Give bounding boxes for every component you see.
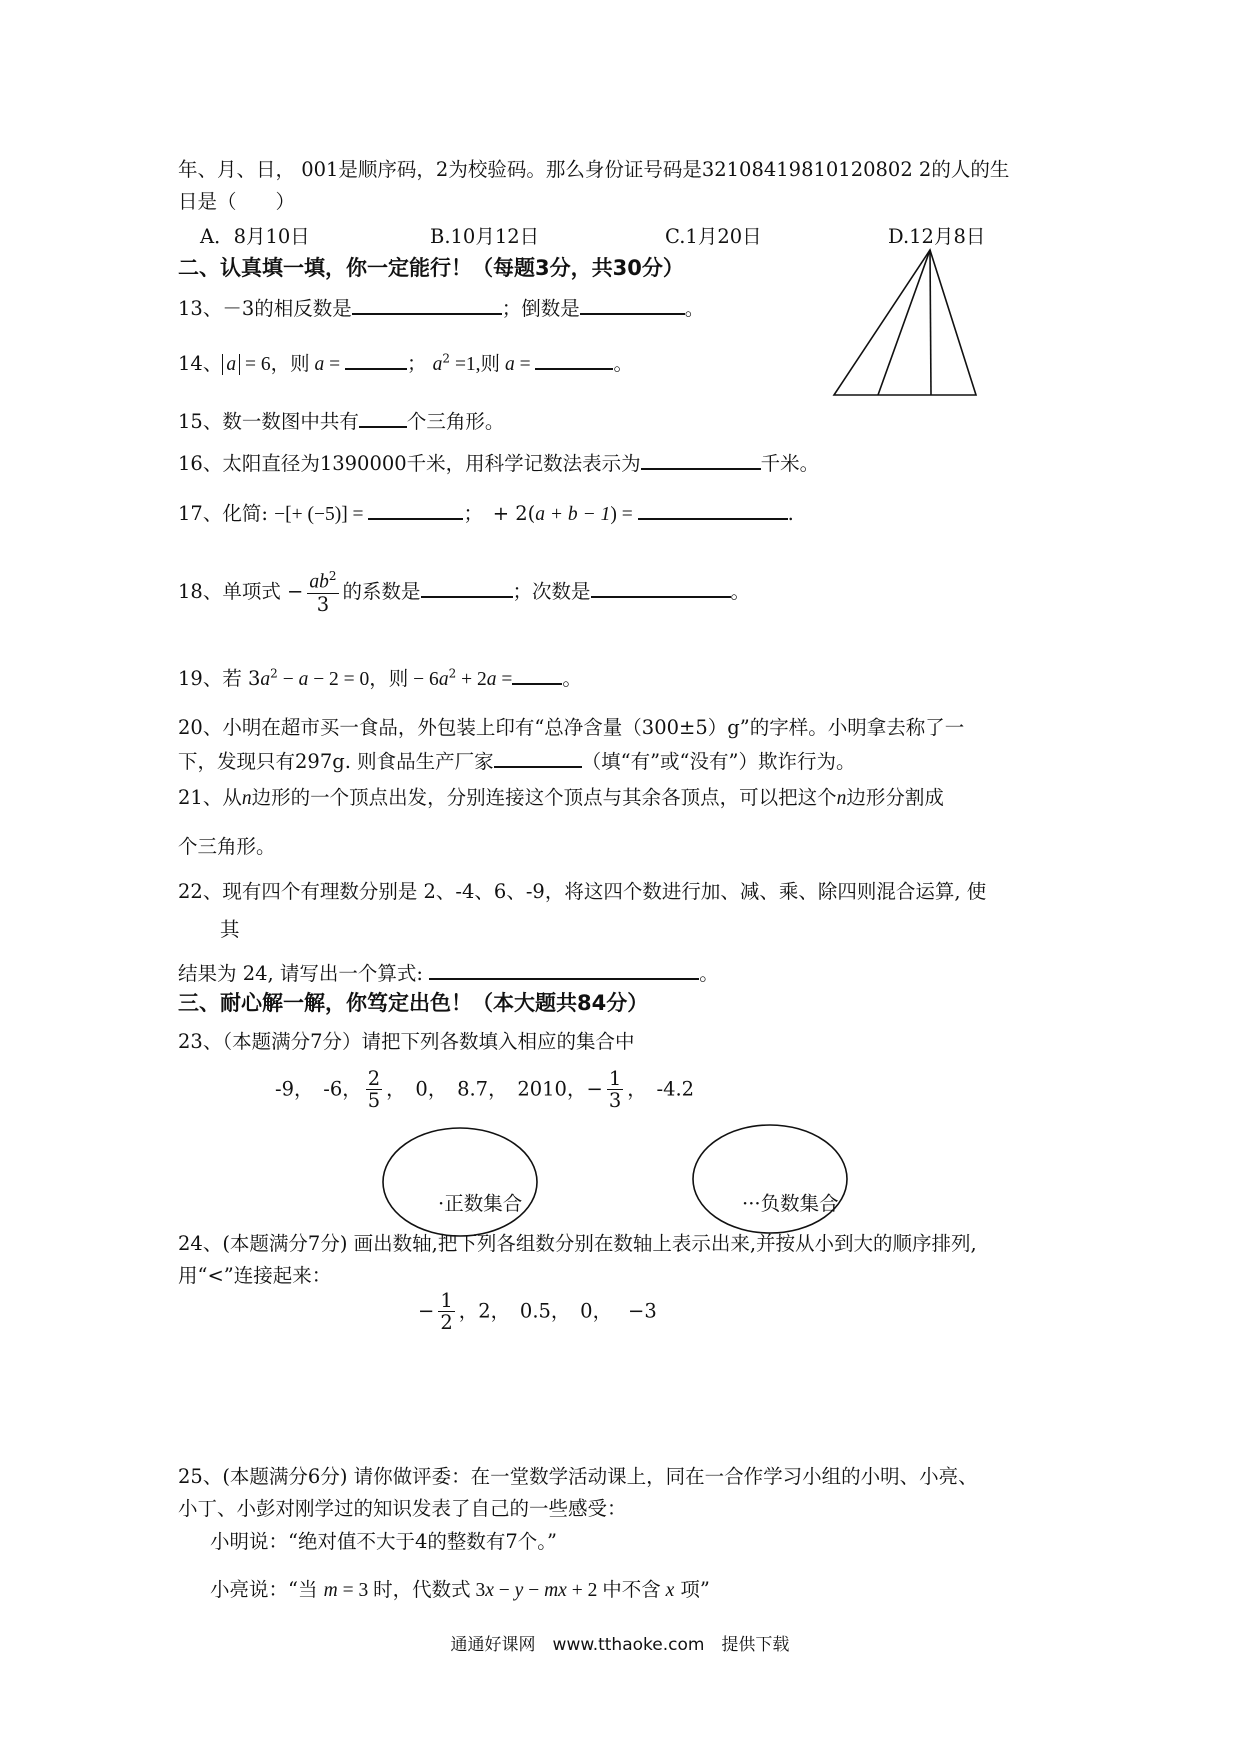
q12-line2: 日是（ ） [178, 190, 296, 213]
q25-line2: 小丁、小彭对刚学过的知识发表了自己的一些感受： [178, 1497, 627, 1520]
q17: 17、化简: −[+ (−5)] = ； + 2(a + b − 1) = . [178, 502, 794, 525]
section2-heading: 二、认真填一填，你一定能行！（每题3分，共30分） [178, 256, 684, 280]
q24-fraction: $\frac{1}{2}$ [440, 1289, 453, 1335]
q12-line1: 年、月、日， 001是顺序码，2为校验码。那么身份证号码是32108419810120802 2的人的生 [178, 158, 1010, 181]
q22-line2: 其 [220, 918, 240, 941]
q24-line2: 用“<”连接起来： [178, 1264, 332, 1287]
q13: 13、－3的相反数是 ；倒数是 。 [178, 297, 705, 320]
q24-line1: 24、(本题满分7分) 画出数轴,把下列各组数分别在数轴上表示出来,并按从小到大的顺序排列, [178, 1232, 977, 1255]
section3-heading: 三、耐心解一解，你笃定出色！（本大题共84分） [178, 991, 649, 1015]
positive-set-label: ·正数集合 [438, 1192, 523, 1215]
q12-choice-b: B.10月12日 [430, 225, 540, 248]
negative-set-oval [690, 1122, 850, 1237]
q20-line1: 20、小明在超市买一食品，外包装上印有“总净含量（300±5）g”的字样。小明拿去称了一 [178, 716, 965, 739]
q18: 18、单项式 − $\frac{ab^2}{3}$ 的系数是 ；次数是 。 [178, 569, 751, 616]
triangle-figure [830, 248, 980, 398]
q24-numbers: − $\frac{1}{2}$ ，2， 0.5， 0， −3 [418, 1289, 657, 1335]
page-footer: 通通好课网 www.tthaoke.com 提供下载 [450, 1635, 790, 1655]
q22-line1: 22、现有四个有理数分别是 2、-4、6、-9，将这四个数进行加、减、乘、除四则混合运算, 使 [178, 880, 987, 903]
q25-line1: 25、(本题满分6分) 请你做评委：在一堂数学活动课上，同在一合作学习小组的小明、小亮、 [178, 1465, 978, 1488]
q23-fraction-1: $\frac{2}{5}$ [367, 1067, 381, 1113]
q21-line2: 个三角形。 [178, 835, 276, 858]
q25-line4: 小亮说：“当 m = 3 时，代数式 3x − y − mx + 2 中不含 x 项” [210, 1578, 710, 1601]
q12-choice-a: A．8月10日 [200, 225, 310, 248]
q16: 16、太阳直径为1390000千米，用科学记数法表示为 千米。 [178, 452, 820, 475]
q23-fraction-2: $\frac{1}{3}$ [608, 1067, 622, 1113]
q19: 19、若 $3a^2 - a - 2 = 0$，则 − $6a^2 + 2a$ = 。 [178, 666, 582, 690]
q12-choice-c: C.1月20日 [665, 225, 762, 248]
q20-line2: 下，发现只有297g. 则食品生产厂家 （填“有”或“没有”）欺诈行为。 [178, 750, 856, 773]
q15: 15、数一数图中共有 个三角形。 [178, 410, 505, 433]
q21-line1: 21、从n边形的一个顶点出发，分别连接这个顶点与其余各顶点，可以把这个n边形分割成 [178, 786, 944, 809]
q23-text: 23、（本题满分7分）请把下列各数填入相应的集合中 [178, 1030, 635, 1053]
positive-set-oval [380, 1125, 540, 1240]
q23-numbers: -9， -6， $\frac{2}{5}$ ， 0， 8.7， 2010，− $\frac{1}{3}$ ， -4.2 [275, 1067, 695, 1113]
q14: 14、 a = 6，则 a = ； $a^2 =1$,则 a = 。 [178, 351, 633, 375]
q18-fraction: $\frac{ab^2}{3}$ [309, 569, 337, 616]
negative-set-label: ···负数集合 [742, 1192, 839, 1215]
q12-choice-d: D.12月8日 [888, 225, 986, 248]
q25-line3: 小明说：“绝对值不大于4的整数有7个。” [210, 1530, 558, 1553]
q22-line3: 结果为 24, 请写出一个算式: 。 [178, 962, 719, 985]
